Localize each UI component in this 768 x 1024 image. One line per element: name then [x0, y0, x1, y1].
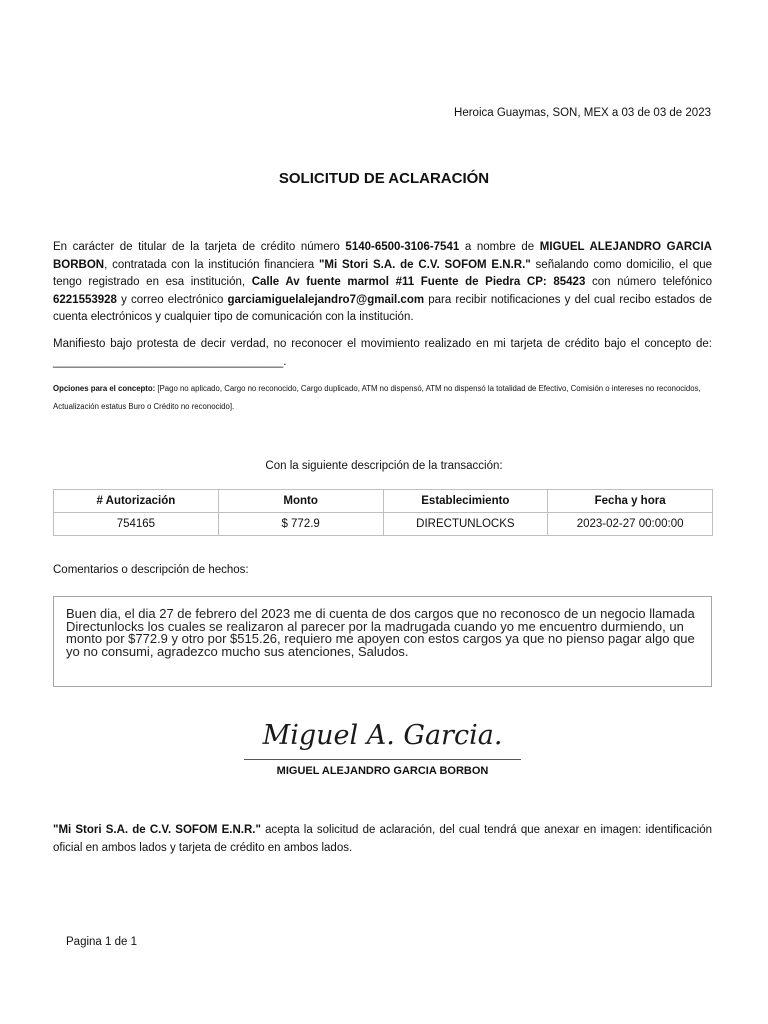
- acceptance-paragraph: [53, 822, 712, 857]
- manifest-paragraph: Manifiesto bajo protesta de decir verdad, no reconocer el movimiento realizado en mi tarjeta de crédito bajo el concepto de: ____________________________________.: [53, 338, 712, 368]
- page-number: Pagina 1 de 1: [66, 936, 137, 948]
- table-header-row: [54, 490, 713, 513]
- cell-establishment: DIRECTUNLOCKS: [383, 513, 548, 536]
- intro-text-1: En carácter de titular de la tarjeta de crédito número: [53, 241, 346, 253]
- options-text: [Pago no aplicado, Cargo no reconocido, Cargo duplicado, ATM no dispensó, ATM no dispensó la totalidad de Efectivo, Comisión o intereses no reconocidos, Actualización estatus Buro o Crédito no reconocido].: [53, 384, 701, 411]
- intro-text-2: a nombre de: [459, 241, 540, 253]
- acceptance-text: acepta la solicitud de aclaración, del cual tendrá que anexar en imagen: identificación oficial en ambos lados y tarjeta de crédito en ambos lados.: [53, 824, 713, 854]
- acceptance-institution: "Mi Stori S.A. de C.V. SOFOM E.N.R.": [53, 824, 261, 836]
- cell-amount: $ 772.9: [218, 513, 383, 536]
- intro-text-6: y correo electrónico: [116, 293, 228, 306]
- intro-text-5: con número telefónico: [585, 276, 712, 288]
- signature-line: [244, 759, 521, 760]
- address: Calle Av fuente marmol #11 Fuente de Piedra CP: 85423: [251, 276, 586, 288]
- signer-name: MIGUEL ALEJANDRO GARCIA BORBON: [276, 765, 489, 777]
- options-label: Opciones para el concepto:: [53, 384, 156, 393]
- comments-box: Buen dia, el dia 27 de febrero del 2023 me di cuenta de dos cargos que no reconosco de un negocio llamada Directunlocks los cuales se realizaron al parecer por la madrugada cuando yo me encuentro durmiendo, un monto por $772.9 y otro por $515.26, requiero me apoyen con estos cargos ya que no pienso pagar algo que yo no consumi, agradezco mucho sus atenciones, Saludos.: [53, 596, 712, 687]
- holder-name: MIGUEL ALEJANDRO GARCIA BORBON: [53, 241, 712, 271]
- card-number: 5140-6500-3106-7541: [345, 241, 460, 253]
- transaction-intro: Con la siguiente descripción de la transacción:: [265, 460, 503, 472]
- cell-authorization: 754165: [54, 513, 219, 536]
- intro-text-4: señalando como domicilio, el que tengo registrado en esa institución,: [53, 258, 713, 288]
- transaction-table: [53, 489, 713, 536]
- intro-text-3: , contratada con la institución financiera: [104, 258, 319, 271]
- comments-label: Comentarios o descripción de hechos:: [53, 564, 249, 576]
- header-datetime: Fecha y hora: [548, 490, 713, 513]
- cell-datetime: 2023-02-27 00:00:00: [548, 513, 713, 536]
- header-amount: Monto: [218, 490, 383, 513]
- phone-number: 6221553928: [53, 293, 117, 306]
- institution-name: "Mi Stori S.A. de C.V. SOFOM E.N.R.": [318, 258, 531, 271]
- document-title: SOLICITUD DE ACLARACIÓN: [278, 170, 490, 187]
- table-row: [54, 513, 713, 536]
- intro-text-7: para recibir notificaciones y del cual recibo estados de cuenta electrónicos y cualquier tipo de comunicación con la institución.: [53, 293, 712, 323]
- header-authorization: # Autorización: [54, 490, 219, 513]
- header-establishment: Establecimiento: [383, 490, 548, 513]
- concept-options: [53, 380, 712, 415]
- place-date: Heroica Guaymas, SON, MEX a 03 de 03 de 2023: [454, 107, 711, 119]
- email: garciamiguelalejandro7@gmail.com: [227, 293, 425, 306]
- signature: Miguel A. Garcia.: [262, 720, 503, 751]
- intro-paragraph: [53, 239, 712, 327]
